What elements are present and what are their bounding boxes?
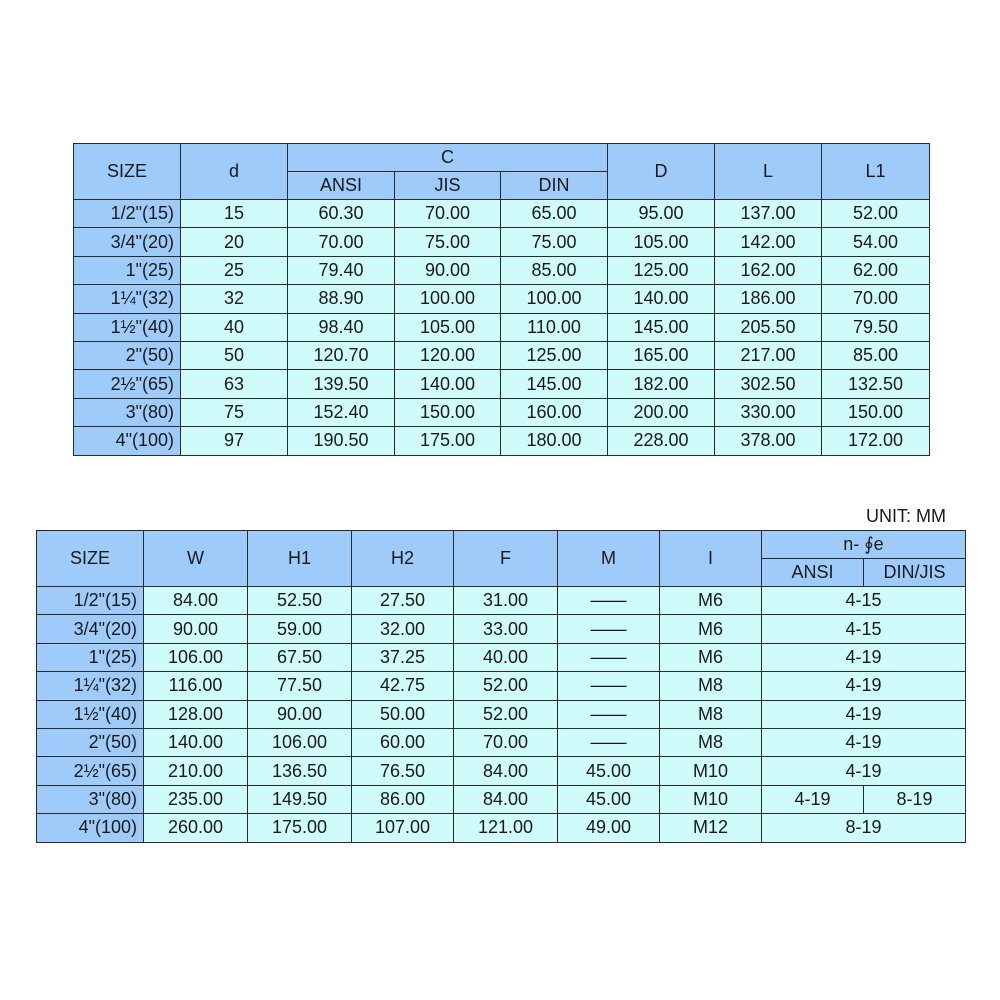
cell-ansi: 190.50 — [288, 427, 395, 455]
header-F: F — [454, 531, 558, 587]
cell-M: —— — [558, 700, 660, 728]
cell-L: 162.00 — [715, 256, 822, 284]
cell-H2: 42.75 — [352, 672, 454, 700]
table-row — [74, 427, 930, 455]
cell-H2: 27.50 — [352, 587, 454, 615]
dimensions-table-flange — [36, 530, 966, 843]
table-row — [37, 814, 966, 842]
header-M: M — [558, 531, 660, 587]
cell-H1: 106.00 — [248, 728, 352, 756]
header-L: L — [715, 144, 822, 200]
header-holes-dinjis: DIN/JIS — [864, 559, 966, 587]
size-cell: 3/4"(20) — [37, 615, 144, 643]
cell-F: 70.00 — [454, 728, 558, 756]
table-row — [74, 313, 930, 341]
cell-d: 63 — [181, 370, 288, 398]
cell-jis: 105.00 — [395, 313, 501, 341]
cell-holes: 4-19 — [762, 672, 966, 700]
cell-I: M10 — [660, 785, 762, 813]
cell-F: 52.00 — [454, 672, 558, 700]
cell-D: 125.00 — [608, 256, 715, 284]
cell-jis: 100.00 — [395, 285, 501, 313]
size-cell: 3"(80) — [74, 398, 181, 426]
cell-H1: 149.50 — [248, 785, 352, 813]
cell-M: 45.00 — [558, 757, 660, 785]
table-row — [37, 587, 966, 615]
table-row — [37, 728, 966, 756]
header-size: SIZE — [37, 531, 144, 587]
header-D: D — [608, 144, 715, 200]
cell-H1: 67.50 — [248, 643, 352, 671]
cell-W: 84.00 — [144, 587, 248, 615]
size-cell: 3"(80) — [37, 785, 144, 813]
cell-ansi: 79.40 — [288, 256, 395, 284]
cell-L1: 132.50 — [822, 370, 930, 398]
cell-I: M8 — [660, 672, 762, 700]
cell-D: 145.00 — [608, 313, 715, 341]
cell-jis: 75.00 — [395, 228, 501, 256]
cell-d: 97 — [181, 427, 288, 455]
cell-W: 128.00 — [144, 700, 248, 728]
size-cell: 4"(100) — [37, 814, 144, 842]
cell-D: 95.00 — [608, 200, 715, 228]
cell-holes-ansi: 4-19 — [762, 785, 864, 813]
cell-M: 45.00 — [558, 785, 660, 813]
unit-label: UNIT: MM — [866, 506, 946, 526]
cell-holes: 4-19 — [762, 757, 966, 785]
table-row — [74, 341, 930, 369]
cell-L: 186.00 — [715, 285, 822, 313]
cell-F: 121.00 — [454, 814, 558, 842]
cell-L1: 172.00 — [822, 427, 930, 455]
cell-L1: 150.00 — [822, 398, 930, 426]
size-cell: 1/2"(15) — [37, 587, 144, 615]
table-row — [74, 398, 930, 426]
header-c-din: DIN — [501, 172, 608, 200]
header-d: d — [181, 144, 288, 200]
cell-I: M10 — [660, 757, 762, 785]
cell-D: 228.00 — [608, 427, 715, 455]
table-row — [37, 643, 966, 671]
cell-jis: 175.00 — [395, 427, 501, 455]
cell-L1: 62.00 — [822, 256, 930, 284]
cell-holes: 4-19 — [762, 700, 966, 728]
cell-M: —— — [558, 587, 660, 615]
cell-L: 217.00 — [715, 341, 822, 369]
table-row — [37, 785, 966, 813]
cell-H1: 136.50 — [248, 757, 352, 785]
table-row — [74, 370, 930, 398]
size-cell: 2½"(65) — [37, 757, 144, 785]
cell-H2: 86.00 — [352, 785, 454, 813]
cell-D: 105.00 — [608, 228, 715, 256]
cell-L1: 70.00 — [822, 285, 930, 313]
size-cell: 1"(25) — [37, 643, 144, 671]
cell-ansi: 120.70 — [288, 341, 395, 369]
cell-jis: 90.00 — [395, 256, 501, 284]
size-cell: 2½"(65) — [74, 370, 181, 398]
cell-M: —— — [558, 615, 660, 643]
cell-F: 31.00 — [454, 587, 558, 615]
cell-F: 84.00 — [454, 757, 558, 785]
table-row — [74, 228, 930, 256]
cell-d: 20 — [181, 228, 288, 256]
cell-L: 142.00 — [715, 228, 822, 256]
size-cell: 3/4"(20) — [74, 228, 181, 256]
header-L1: L1 — [822, 144, 930, 200]
cell-F: 52.00 — [454, 700, 558, 728]
size-cell: 2"(50) — [74, 341, 181, 369]
cell-jis: 150.00 — [395, 398, 501, 426]
cell-L1: 79.50 — [822, 313, 930, 341]
table-row — [37, 757, 966, 785]
cell-I: M12 — [660, 814, 762, 842]
dimensions-table-c — [73, 143, 930, 456]
cell-L1: 54.00 — [822, 228, 930, 256]
cell-ansi: 98.40 — [288, 313, 395, 341]
cell-F: 40.00 — [454, 643, 558, 671]
table-row — [74, 256, 930, 284]
cell-ansi: 88.90 — [288, 285, 395, 313]
cell-W: 260.00 — [144, 814, 248, 842]
cell-H2: 60.00 — [352, 728, 454, 756]
header-W: W — [144, 531, 248, 587]
table-row — [37, 672, 966, 700]
cell-H1: 90.00 — [248, 700, 352, 728]
cell-din: 100.00 — [501, 285, 608, 313]
cell-din: 180.00 — [501, 427, 608, 455]
cell-D: 165.00 — [608, 341, 715, 369]
cell-jis: 140.00 — [395, 370, 501, 398]
cell-din: 65.00 — [501, 200, 608, 228]
cell-I: M6 — [660, 587, 762, 615]
cell-W: 210.00 — [144, 757, 248, 785]
cell-M: 49.00 — [558, 814, 660, 842]
cell-ansi: 152.40 — [288, 398, 395, 426]
cell-H1: 59.00 — [248, 615, 352, 643]
cell-d: 25 — [181, 256, 288, 284]
cell-L: 302.50 — [715, 370, 822, 398]
cell-D: 182.00 — [608, 370, 715, 398]
cell-M: —— — [558, 728, 660, 756]
cell-H1: 175.00 — [248, 814, 352, 842]
header-H1: H1 — [248, 531, 352, 587]
cell-I: M8 — [660, 700, 762, 728]
cell-d: 75 — [181, 398, 288, 426]
cell-W: 140.00 — [144, 728, 248, 756]
cell-F: 84.00 — [454, 785, 558, 813]
cell-D: 200.00 — [608, 398, 715, 426]
cell-ansi: 60.30 — [288, 200, 395, 228]
header-H2: H2 — [352, 531, 454, 587]
header-c-ansi: ANSI — [288, 172, 395, 200]
header-c: C — [288, 144, 608, 172]
cell-L: 330.00 — [715, 398, 822, 426]
cell-holes: 4-19 — [762, 643, 966, 671]
cell-ansi: 139.50 — [288, 370, 395, 398]
cell-jis: 70.00 — [395, 200, 501, 228]
cell-F: 33.00 — [454, 615, 558, 643]
cell-H1: 52.50 — [248, 587, 352, 615]
cell-L: 378.00 — [715, 427, 822, 455]
cell-holes-dinjis: 8-19 — [864, 785, 966, 813]
cell-din: 110.00 — [501, 313, 608, 341]
cell-d: 50 — [181, 341, 288, 369]
header-size: SIZE — [74, 144, 181, 200]
cell-H1: 77.50 — [248, 672, 352, 700]
cell-L: 137.00 — [715, 200, 822, 228]
cell-d: 15 — [181, 200, 288, 228]
cell-din: 145.00 — [501, 370, 608, 398]
table-row — [74, 200, 930, 228]
header-I: I — [660, 531, 762, 587]
cell-L: 205.50 — [715, 313, 822, 341]
table-row — [74, 285, 930, 313]
cell-holes: 4-15 — [762, 615, 966, 643]
cell-holes: 8-19 — [762, 814, 966, 842]
cell-din: 160.00 — [501, 398, 608, 426]
header-c-jis: JIS — [395, 172, 501, 200]
cell-D: 140.00 — [608, 285, 715, 313]
cell-holes: 4-19 — [762, 728, 966, 756]
cell-ansi: 70.00 — [288, 228, 395, 256]
cell-din: 125.00 — [501, 341, 608, 369]
cell-H2: 76.50 — [352, 757, 454, 785]
cell-d: 40 — [181, 313, 288, 341]
cell-d: 32 — [181, 285, 288, 313]
cell-L1: 85.00 — [822, 341, 930, 369]
cell-H2: 50.00 — [352, 700, 454, 728]
cell-W: 116.00 — [144, 672, 248, 700]
cell-W: 106.00 — [144, 643, 248, 671]
header-n-phi-e: n- ∮e — [762, 531, 966, 559]
cell-W: 235.00 — [144, 785, 248, 813]
cell-jis: 120.00 — [395, 341, 501, 369]
size-cell: 1/2"(15) — [74, 200, 181, 228]
size-cell: 1"(25) — [74, 256, 181, 284]
cell-din: 85.00 — [501, 256, 608, 284]
cell-holes: 4-15 — [762, 587, 966, 615]
cell-din: 75.00 — [501, 228, 608, 256]
cell-M: —— — [558, 643, 660, 671]
table-row — [37, 615, 966, 643]
cell-H2: 107.00 — [352, 814, 454, 842]
cell-H2: 32.00 — [352, 615, 454, 643]
size-cell: 2"(50) — [37, 728, 144, 756]
cell-H2: 37.25 — [352, 643, 454, 671]
cell-I: M6 — [660, 615, 762, 643]
cell-M: —— — [558, 672, 660, 700]
size-cell: 1¼"(32) — [37, 672, 144, 700]
table-row — [37, 700, 966, 728]
size-cell: 1¼"(32) — [74, 285, 181, 313]
cell-I: M6 — [660, 643, 762, 671]
cell-W: 90.00 — [144, 615, 248, 643]
size-cell: 4"(100) — [74, 427, 181, 455]
size-cell: 1½"(40) — [74, 313, 181, 341]
size-cell: 1½"(40) — [37, 700, 144, 728]
cell-I: M8 — [660, 728, 762, 756]
cell-L1: 52.00 — [822, 200, 930, 228]
header-holes-ansi: ANSI — [762, 559, 864, 587]
